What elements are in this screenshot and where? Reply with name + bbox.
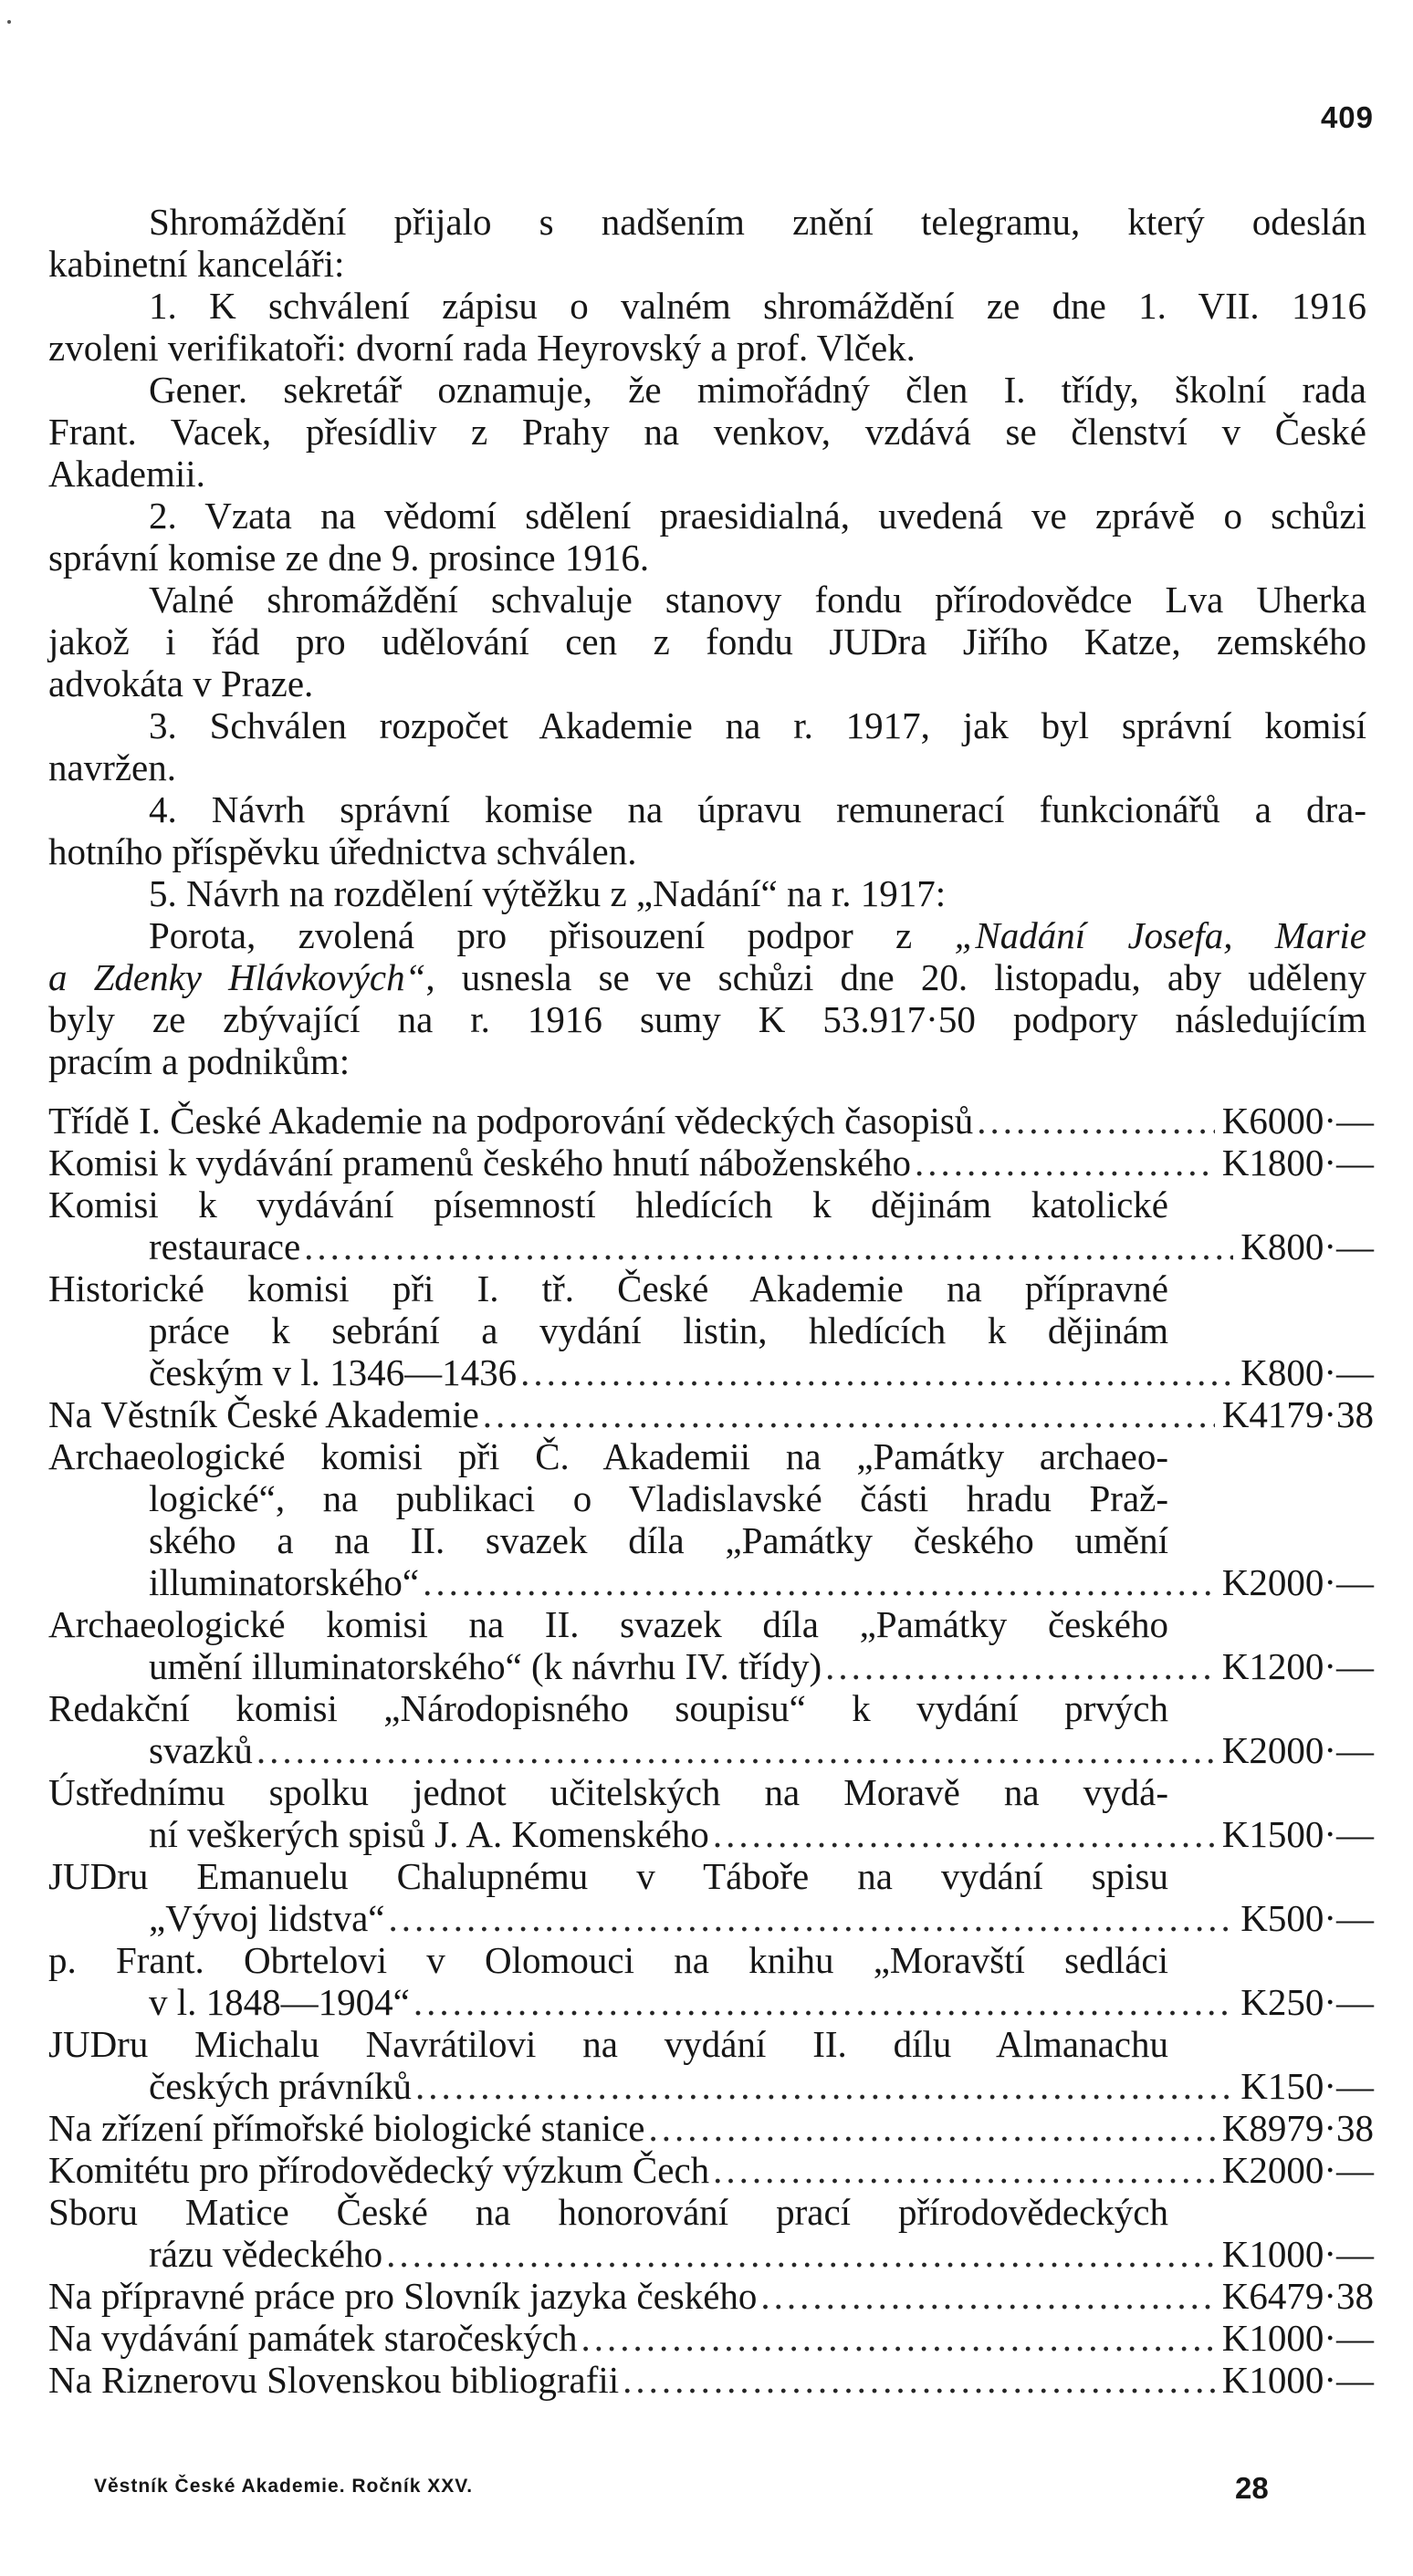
allocation-item bbox=[48, 1100, 1374, 1142]
allocation-item bbox=[48, 1855, 1374, 1939]
allocation-text-line: ského a na II. svazek díla „Památky českého umění bbox=[149, 1519, 1168, 1561]
allocation-final-line bbox=[48, 2317, 1374, 2359]
paragraph-line: byly ze zbývající na r. 1916 sumy K 53.917·50 podpory následujícím bbox=[48, 998, 1366, 1040]
allocation-item bbox=[48, 1267, 1374, 1393]
allocation-recipient: Na Riznerovu Slovenskou bibliografii bbox=[48, 2359, 620, 2401]
allocation-recipient: českým v l. 1346—1436 bbox=[149, 1351, 518, 1393]
currency-symbol: K bbox=[1240, 1225, 1268, 1267]
dot-leader bbox=[713, 2149, 1215, 2191]
allocation-amount: 2000·— bbox=[1249, 2149, 1374, 2191]
allocation-recipient: ní veškerých spisů J. A. Komenského bbox=[149, 1813, 709, 1855]
allocation-text-line: logické“, na publikaci o Vladislavské části hradu Praž- bbox=[149, 1477, 1168, 1519]
allocation-amount: 500·— bbox=[1267, 1897, 1374, 1939]
allocation-item bbox=[48, 1435, 1374, 1603]
text-run: , usnesla se ve schůzi dne 20. listopadu, aby uděleny bbox=[425, 956, 1366, 998]
allocation-text-line: JUDru Emanuelu Chalupnému v Táboře na vydání spisu bbox=[48, 1855, 1168, 1897]
scan-speck bbox=[7, 20, 11, 24]
allocation-final-line bbox=[48, 1351, 1374, 1393]
allocation-item bbox=[48, 2191, 1374, 2275]
allocation-amount: 1200·— bbox=[1249, 1645, 1374, 1687]
allocation-amount: 1000·— bbox=[1249, 2317, 1374, 2359]
journal-footer: Věstník České Akademie. Ročník XXV. bbox=[94, 2476, 474, 2497]
dot-leader bbox=[760, 2275, 1214, 2317]
allocation-item bbox=[48, 2275, 1374, 2317]
allocation-amount: 150·— bbox=[1267, 2065, 1374, 2107]
allocation-final-line bbox=[48, 2275, 1374, 2317]
currency-symbol: K bbox=[1240, 2065, 1268, 2107]
allocation-list bbox=[48, 1100, 1374, 2401]
allocation-text-line: Ústřednímu spolku jednot učitelských na Moravě na vydá- bbox=[48, 1771, 1168, 1813]
sheet-number: 28 bbox=[1235, 2471, 1269, 2505]
currency-symbol: K bbox=[1221, 1393, 1250, 1435]
allocation-text-line: Historické komisi při I. tř. České Akademie na přípravné bbox=[48, 1267, 1168, 1309]
allocation-item bbox=[48, 1184, 1374, 1267]
allocation-item bbox=[48, 2149, 1374, 2191]
allocation-final-line bbox=[48, 1100, 1374, 1142]
allocation-text-line: JUDru Michalu Navrátilovi na vydání II. dílu Almanachu bbox=[48, 2023, 1168, 2065]
currency-symbol: K bbox=[1221, 2107, 1250, 2149]
allocation-item bbox=[48, 1603, 1374, 1687]
currency-symbol: K bbox=[1221, 1100, 1250, 1142]
allocation-final-line bbox=[48, 1561, 1374, 1603]
dot-leader bbox=[713, 1813, 1215, 1855]
allocation-item bbox=[48, 1939, 1374, 2023]
currency-symbol: K bbox=[1240, 1351, 1268, 1393]
allocation-recipient: českých právníků bbox=[149, 2065, 413, 2107]
allocation-item bbox=[48, 1142, 1374, 1184]
paragraph-line: jakož i řád pro udělování cen z fondu JUDra Jiřího Katze, zemského bbox=[48, 621, 1366, 662]
currency-symbol: K bbox=[1221, 1142, 1250, 1184]
currency-symbol: K bbox=[1221, 2233, 1250, 2275]
allocation-item bbox=[48, 2107, 1374, 2149]
foundation-name: a Zdenky Hlávkových“ bbox=[48, 956, 426, 998]
allocation-recipient: svazků bbox=[149, 1729, 253, 1771]
currency-symbol: K bbox=[1240, 1981, 1268, 2023]
allocation-amount: 6479·38 bbox=[1249, 2275, 1374, 2317]
dot-leader bbox=[915, 1142, 1215, 1184]
dot-leader bbox=[386, 2233, 1215, 2275]
dot-leader bbox=[623, 2359, 1215, 2401]
allocation-recipient: Na přípravné práce pro Slovník jazyka českého bbox=[48, 2275, 758, 2317]
dot-leader bbox=[423, 1561, 1215, 1603]
currency-symbol: K bbox=[1221, 1561, 1250, 1603]
allocation-text-line: p. Frant. Obrtelovi v Olomouci na knihu „Moravští sedláci bbox=[48, 1939, 1168, 1981]
allocation-amount: 1000·— bbox=[1249, 2359, 1374, 2401]
dot-leader bbox=[413, 1981, 1233, 2023]
allocation-amount: 2000·— bbox=[1249, 1729, 1374, 1771]
allocation-final-line bbox=[48, 1645, 1374, 1687]
dot-leader bbox=[256, 1729, 1215, 1771]
currency-symbol: K bbox=[1221, 1813, 1250, 1855]
allocation-final-line bbox=[48, 1142, 1374, 1184]
dot-leader bbox=[977, 1100, 1214, 1142]
currency-symbol: K bbox=[1221, 1645, 1250, 1687]
paragraph-line: navržen. bbox=[48, 746, 176, 788]
allocation-item bbox=[48, 1687, 1374, 1771]
allocation-recipient: Na Věstník České Akademie bbox=[48, 1393, 479, 1435]
allocation-final-line bbox=[48, 1981, 1374, 2023]
allocation-amount: 8979·38 bbox=[1249, 2107, 1374, 2149]
paragraph-line: hotního příspěvku úřednictva schválen. bbox=[48, 830, 637, 872]
paragraph-line: správní komise ze dne 9. prosince 1916. bbox=[48, 537, 650, 579]
paragraph-line bbox=[48, 956, 1366, 998]
allocation-text-line: práce k sebrání a vydání listin, hledících k dějinám bbox=[149, 1309, 1168, 1351]
allocation-item bbox=[48, 2317, 1374, 2359]
paragraph-line: Frant. Vacek, přesídliv z Prahy na venkov, vzdává se členství v České bbox=[48, 411, 1366, 453]
allocation-amount: 1500·— bbox=[1249, 1813, 1374, 1855]
allocation-item bbox=[48, 1393, 1374, 1435]
allocation-recipient: v l. 1848—1904“ bbox=[149, 1981, 410, 2023]
allocation-amount: 4179·38 bbox=[1249, 1393, 1374, 1435]
paragraph-line: 5. Návrh na rozdělení výtěžku z „Nadání“ na r. 1917: bbox=[149, 872, 947, 914]
paragraph-line: Gener. sekretář oznamuje, že mimořádný člen I. třídy, školní rada bbox=[149, 369, 1366, 411]
dot-leader bbox=[304, 1225, 1233, 1267]
paragraph-line: pracím a podnikům: bbox=[48, 1040, 351, 1082]
allocation-final-line bbox=[48, 1393, 1374, 1435]
paragraph-line: 3. Schválen rozpočet Akademie na r. 1917, jak byl správní komisí bbox=[149, 704, 1366, 746]
allocation-final-line bbox=[48, 1225, 1374, 1267]
allocation-amount: 2000·— bbox=[1249, 1561, 1374, 1603]
paragraph-line: 2. Vzata na vědomí sdělení praesidialná, uvedená ve zprávě o schůzi bbox=[149, 495, 1366, 537]
allocation-recipient: Třídě I. České Akademie na podporování vědeckých časopisů bbox=[48, 1100, 974, 1142]
allocation-recipient: Komisi k vydávání pramenů českého hnutí náboženského bbox=[48, 1142, 912, 1184]
allocation-item bbox=[48, 2023, 1374, 2107]
page-number: 409 bbox=[1320, 100, 1374, 134]
paragraph-line: Valné shromáždění schvaluje stanovy fondu přírodovědce Lva Uherka bbox=[149, 579, 1366, 621]
foundation-name: „Nadání Josefa, Marie bbox=[954, 914, 1366, 956]
allocation-amount: 800·— bbox=[1267, 1351, 1374, 1393]
allocation-recipient: umění illuminatorského“ (k návrhu IV. třídy) bbox=[149, 1645, 822, 1687]
allocation-text-line: Sboru Matice České na honorování prací přírodovědeckých bbox=[48, 2191, 1168, 2233]
allocation-recipient: Na vydávání památek staročeských bbox=[48, 2317, 578, 2359]
allocation-recipient: „Vývoj lidstva“ bbox=[149, 1897, 385, 1939]
allocation-amount: 1800·— bbox=[1249, 1142, 1374, 1184]
allocation-text-line: Archaeologické komisi při Č. Akademii na „Památky archaeo- bbox=[48, 1435, 1168, 1477]
allocation-final-line bbox=[48, 1813, 1374, 1855]
currency-symbol: K bbox=[1221, 2275, 1250, 2317]
text-run: Porota, zvolená pro přisouzení podpor z bbox=[149, 914, 955, 956]
meeting-minutes-text bbox=[48, 201, 1366, 1082]
dot-leader bbox=[388, 1897, 1233, 1939]
currency-symbol: K bbox=[1221, 2317, 1250, 2359]
paragraph-line: Shromáždění přijalo s nadšením znění telegramu, který odeslán bbox=[149, 201, 1366, 243]
dot-leader bbox=[483, 1393, 1215, 1435]
currency-symbol: K bbox=[1221, 1729, 1250, 1771]
allocation-amount: 1000·— bbox=[1249, 2233, 1374, 2275]
allocation-recipient: Komitétu pro přírodovědecký výzkum Čech bbox=[48, 2149, 710, 2191]
allocation-recipient: Na zřízení přímořské biologické stanice bbox=[48, 2107, 645, 2149]
allocation-final-line bbox=[48, 2107, 1374, 2149]
dot-leader bbox=[520, 1351, 1233, 1393]
allocation-recipient: restaurace bbox=[149, 1225, 301, 1267]
dot-leader bbox=[581, 2317, 1214, 2359]
currency-symbol: K bbox=[1221, 2149, 1250, 2191]
dot-leader bbox=[415, 2065, 1233, 2107]
allocation-final-line bbox=[48, 1897, 1374, 1939]
paragraph-line: advokáta v Praze. bbox=[48, 662, 314, 704]
paragraph-line: kabinetní kanceláři: bbox=[48, 243, 345, 285]
paragraph-line: Akademii. bbox=[48, 453, 205, 495]
allocation-final-line bbox=[48, 1729, 1374, 1771]
allocation-text-line: Redakční komisi „Národopisného soupisu“ k vydání prvých bbox=[48, 1687, 1168, 1729]
dot-leader bbox=[825, 1645, 1215, 1687]
currency-symbol: K bbox=[1221, 2359, 1250, 2401]
allocation-text-line: Komisi k vydávání písemností hledících k dějinám katolické bbox=[48, 1184, 1168, 1225]
allocation-final-line bbox=[48, 2359, 1374, 2401]
paragraph-line: 4. Návrh správní komise na úpravu remunerací funkcionářů a dra- bbox=[149, 788, 1366, 830]
allocation-recipient: rázu vědeckého bbox=[149, 2233, 383, 2275]
currency-symbol: K bbox=[1240, 1897, 1268, 1939]
dot-leader bbox=[648, 2107, 1214, 2149]
allocation-amount: 250·— bbox=[1267, 1981, 1374, 2023]
allocation-recipient: illuminatorského“ bbox=[149, 1561, 420, 1603]
paragraph-line bbox=[48, 914, 1366, 956]
allocation-text-line: Archaeologické komisi na II. svazek díla „Památky českého bbox=[48, 1603, 1168, 1645]
paragraph-line: 1. K schválení zápisu o valném shromáždění ze dne 1. VII. 1916 bbox=[149, 285, 1366, 327]
allocation-amount: 6000·— bbox=[1249, 1100, 1374, 1142]
allocation-final-line bbox=[48, 2233, 1374, 2275]
allocation-amount: 800·— bbox=[1267, 1225, 1374, 1267]
paragraph-line: zvoleni verifikatoři: dvorní rada Heyrovský a prof. Vlček. bbox=[48, 327, 916, 369]
allocation-item bbox=[48, 2359, 1374, 2401]
allocation-final-line bbox=[48, 2149, 1374, 2191]
allocation-item bbox=[48, 1771, 1374, 1855]
allocation-final-line bbox=[48, 2065, 1374, 2107]
